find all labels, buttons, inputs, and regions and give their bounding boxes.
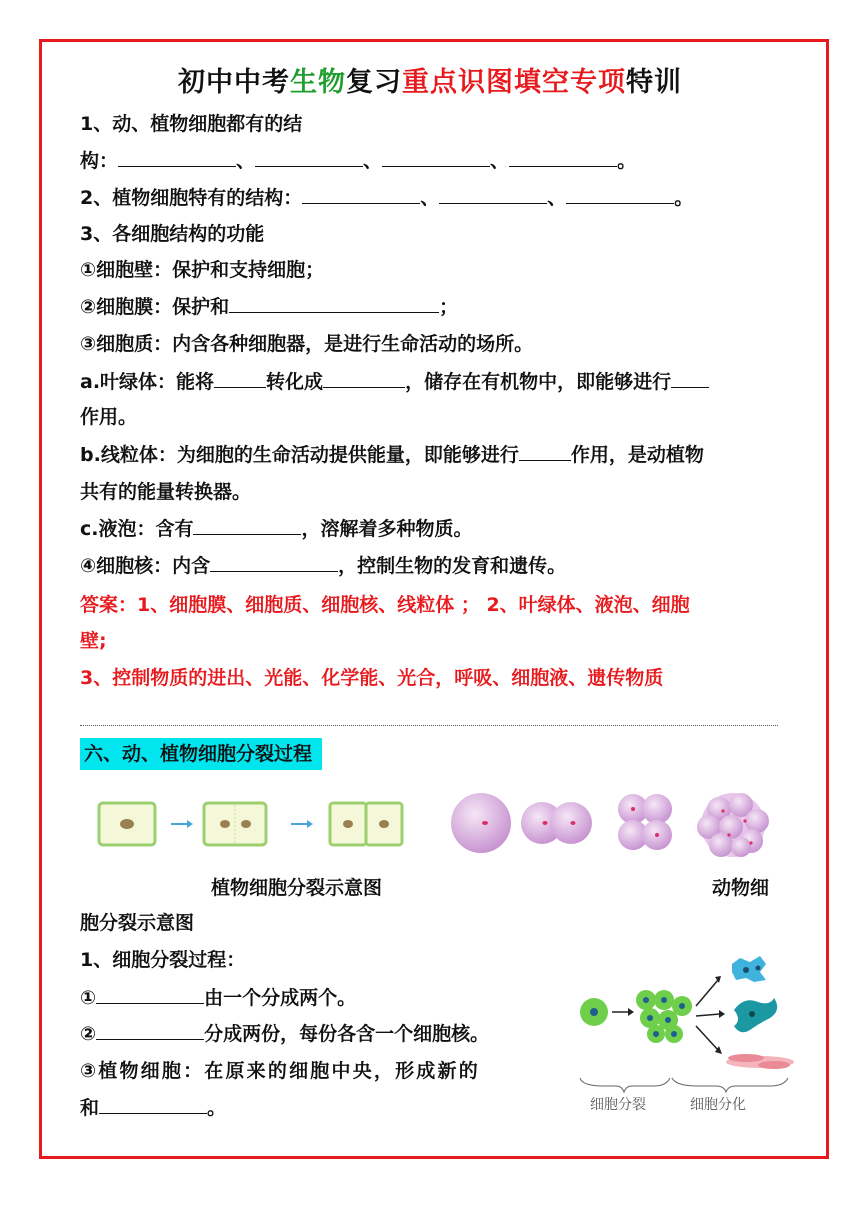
answer-line1: 答案：1、细胞膜、细胞质、细胞核、线粒体 ； 2、叶绿体、液泡、细胞 <box>80 594 690 616</box>
label-cell-differentiation: 细胞分化 <box>690 1097 746 1113</box>
step1-blank[interactable] <box>96 985 204 1004</box>
mito-blank[interactable] <box>519 442 571 461</box>
animal-cell-4 <box>618 794 672 850</box>
q3-cell-membrane: ②细胞膜：保护和 ； <box>80 296 459 318</box>
q1-blank-1[interactable] <box>118 148 236 167</box>
section-heading: 六、动、植物细胞分裂过程 <box>80 738 322 770</box>
plant-cell-3 <box>330 803 402 845</box>
single-cell <box>580 998 608 1026</box>
q2-blank-2[interactable] <box>439 185 547 204</box>
animal-cell-2 <box>521 802 592 844</box>
q3-vacuole: c.液泡：含有 ，溶解着多种物质。 <box>80 518 473 540</box>
plant-diagram-caption: 植物细胞分裂示意图 <box>211 877 383 899</box>
animal-diagram-caption: 动物细 <box>712 877 770 899</box>
plant-cell-division-diagram <box>95 795 410 855</box>
q3-nucleus: ④细胞核：内含 ，控制生物的发育和遗传。 <box>80 555 567 577</box>
q3-chloroplast: a.叶绿体：能将 转化成 ，储存在有机物中，即能够进行 <box>80 369 780 395</box>
chloro-blank-1[interactable] <box>214 369 266 388</box>
q2-blank-1[interactable] <box>302 185 420 204</box>
q1-line2: 构： 、 、 、 。 <box>80 150 637 172</box>
q3-cell-wall: ①细胞壁：保护和支持细胞； <box>80 259 325 281</box>
animal-cell-1 <box>451 793 511 853</box>
chloro-blank-3[interactable] <box>671 369 709 388</box>
q1-blank-3[interactable] <box>382 148 490 167</box>
q2-line: 2、植物细胞特有的结构： 、 、 。 <box>80 187 694 209</box>
membrane-blank[interactable] <box>229 294 439 313</box>
animal-cell-cluster <box>697 793 769 857</box>
arrow-icon-1 <box>171 820 193 828</box>
process-step1: ① 由一个分成两个。 <box>80 987 357 1009</box>
process-heading: 1、细胞分裂过程： <box>80 949 246 971</box>
arrow-icons-branch <box>696 976 725 1054</box>
q3-heading: 3、各细胞结构的功能 <box>80 223 265 245</box>
cell-cluster <box>636 990 692 1043</box>
muscle-cells <box>734 998 777 1032</box>
vacuole-blank[interactable] <box>193 516 301 535</box>
tissue-cells <box>726 1054 794 1069</box>
process-step3: ③植物细胞：在原来的细胞中央，形成新的 <box>80 1060 480 1082</box>
animal-cell-division-diagram <box>445 785 780 865</box>
page-title: 初中中考生物复习重点识图填空专项特训 <box>178 67 682 98</box>
arrow-icon-2 <box>291 820 313 828</box>
q1-line1: 1、动、植物细胞都有的结 <box>80 113 303 135</box>
q2-blank-3[interactable] <box>566 185 674 204</box>
arrow-icon-3 <box>612 1008 634 1016</box>
chloro-blank-2[interactable] <box>323 369 405 388</box>
q3-cytoplasm: ③细胞质：内含各种细胞器，是进行生命活动的场所。 <box>80 333 534 355</box>
brace-lines <box>574 1076 794 1094</box>
dotted-separator <box>80 725 778 726</box>
process-step3-cont: 和 。 <box>80 1097 227 1119</box>
step2-blank[interactable] <box>96 1021 204 1040</box>
q3-chloroplast-end: 作用。 <box>80 406 138 428</box>
nucleus-blank[interactable] <box>210 553 338 572</box>
q1-blank-4[interactable] <box>509 148 617 167</box>
animal-diagram-caption-cont: 胞分裂示意图 <box>80 912 195 934</box>
cell-division-differentiation-diagram <box>574 950 794 1075</box>
q1-blank-2[interactable] <box>255 148 363 167</box>
answer-line3: 3、控制物质的进出、光能、化学能、光合，呼吸、细胞液、遗传物质 <box>80 667 664 689</box>
label-cell-division: 细胞分裂 <box>590 1097 646 1113</box>
process-step2: ② 分成两份，每份各含一个细胞核。 <box>80 1023 490 1045</box>
plant-cell-2 <box>204 803 266 845</box>
q3-mitochondria-end: 共有的能量转换器。 <box>80 481 252 503</box>
plant-cell-1 <box>99 803 155 845</box>
q3-mitochondria: b.线粒体：为细胞的生命活动提供能量，即能够进行 作用，是动植物 <box>80 444 704 466</box>
nerve-cells <box>732 956 766 982</box>
step3-blank[interactable] <box>99 1095 207 1114</box>
answer-line2: 壁; <box>80 630 107 652</box>
